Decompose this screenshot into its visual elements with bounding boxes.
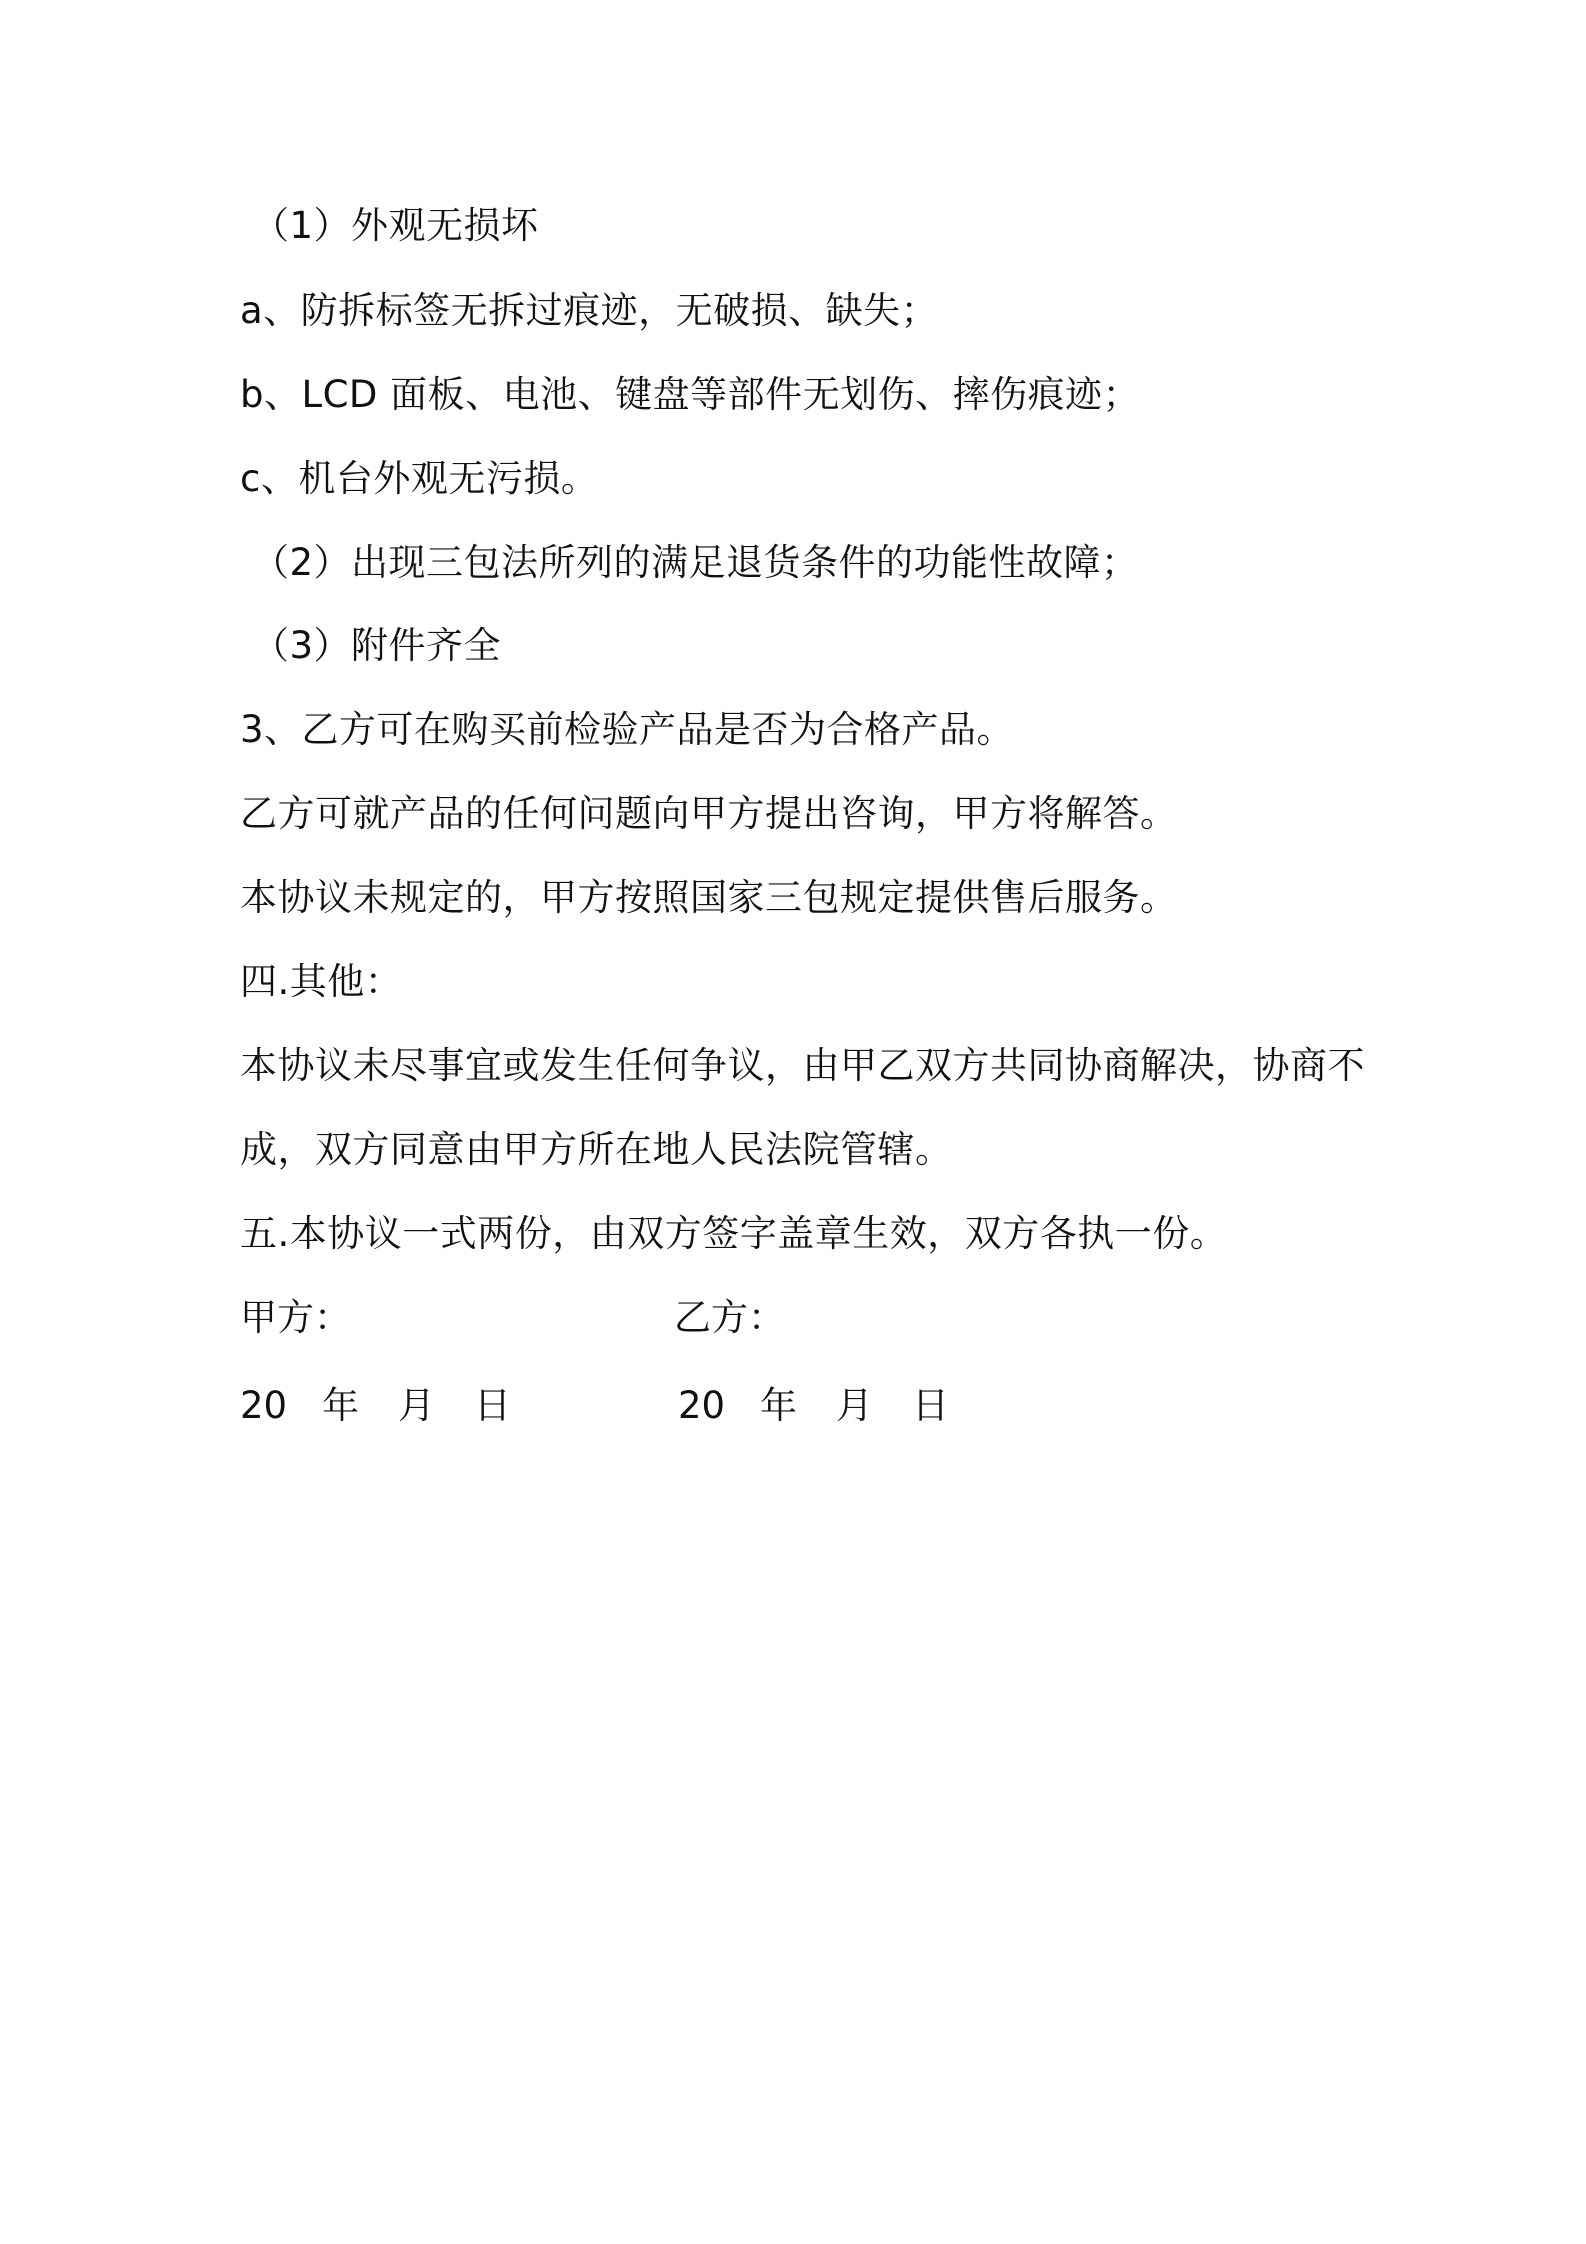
dispute-text-line-2: 成，双方同意由甲方所在地人民法院管辖。 bbox=[240, 1128, 953, 1171]
clause-3: （3）附件齐全 bbox=[252, 624, 502, 667]
party-b-date-year-prefix: 20 bbox=[678, 1384, 726, 1427]
party-a-signature-label: 甲方： bbox=[240, 1296, 351, 1339]
party-b-signature-label: 乙方： bbox=[674, 1296, 785, 1339]
clause-2: （2）出现三包法所列的满足退货条件的功能性故障； bbox=[252, 541, 1139, 584]
party-b-date-month: 月 bbox=[836, 1384, 873, 1427]
clause-1c: c、机台外观无污损。 bbox=[240, 457, 599, 500]
party-b-date bbox=[678, 1384, 949, 1428]
party-a-date-year: 年 bbox=[322, 1384, 359, 1427]
clause-1b: b、LCD 面板、电池、键盘等部件无划伤、摔伤痕迹； bbox=[240, 373, 1141, 416]
dispute-text-line-1: 本协议未尽事宜或发生任何争议，由甲乙双方共同协商解决，协商不 bbox=[240, 1044, 1365, 1087]
party-b-date-day: 日 bbox=[912, 1384, 949, 1427]
consultation-text: 乙方可就产品的任何问题向甲方提出咨询，甲方将解答。 bbox=[240, 792, 1178, 835]
section-5-copies: 五.本协议一式两份，由双方签字盖章生效，双方各执一份。 bbox=[240, 1212, 1228, 1255]
section-3-inspection: 3、乙方可在购买前检验产品是否为合格产品。 bbox=[240, 708, 1015, 751]
clause-1-heading: （1）外观无损坏 bbox=[252, 204, 539, 247]
party-a-date-month: 月 bbox=[398, 1384, 435, 1427]
clause-1a: a、防拆标签无拆过痕迹，无破损、缺失； bbox=[240, 289, 939, 332]
party-a-date-day: 日 bbox=[474, 1384, 511, 1427]
party-b-date-year: 年 bbox=[760, 1384, 797, 1427]
after-sales-text: 本协议未规定的，甲方按照国家三包规定提供售后服务。 bbox=[240, 876, 1178, 919]
section-4-heading: 四.其他： bbox=[240, 960, 403, 1003]
party-a-date-year-prefix: 20 bbox=[240, 1384, 288, 1427]
party-a-date bbox=[240, 1384, 511, 1428]
